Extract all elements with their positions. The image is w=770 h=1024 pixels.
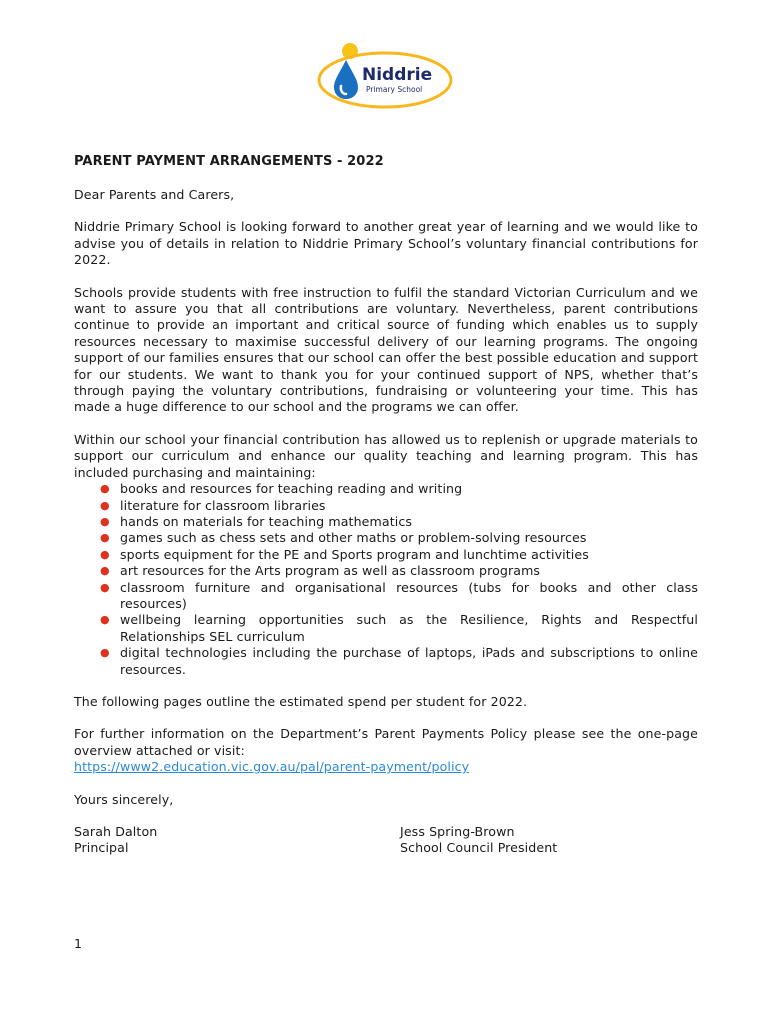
list-item: ● books and resources for teaching reading and writing [100, 481, 463, 497]
closing: Yours sincerely, [74, 791, 174, 807]
bullet-icon: ● [100, 564, 110, 578]
logo-name: Niddrie [362, 65, 433, 85]
bullet-icon: ● [100, 531, 110, 545]
list-item: ● hands on materials for teaching mathematics [100, 513, 413, 529]
bullet-icon: ● [100, 547, 110, 561]
bullet-icon: ● [100, 613, 110, 627]
list-item: ● sports equipment for the PE and Sports program and lunchtime activities [100, 546, 589, 562]
niddrie-logo [316, 42, 454, 112]
letter-body [74, 153, 698, 857]
list-item: ● art resources for the Arts program as well as classroom programs [100, 563, 541, 579]
principal-role: Principal [74, 840, 129, 856]
bullet-icon: ● [100, 646, 110, 660]
list-item: ● games such as chess sets and other maths or problem-solving resources [100, 530, 587, 546]
page-number: 1 [74, 936, 83, 951]
paragraph-estimated-spend: The following pages outline the estimated spend per student for 2022. [74, 693, 528, 709]
paragraph-policy: For further information on the Department’s Parent Payments Policy please see the one-page overview attached or visit: [74, 726, 698, 758]
president-role: School Council President [400, 840, 558, 856]
signature-block [74, 824, 698, 857]
list-item: ● digital technologies including the purchase of laptops, iPads and subscriptions to online resources. [100, 645, 698, 677]
president-name: Jess Spring-Brown [400, 824, 515, 839]
policy-link[interactable]: https://www2.education.vic.gov.au/pal/parent-payment/policy [74, 759, 470, 775]
paragraph-voluntary: Schools provide students with free instruction to fulfil the standard Victorian Curriculum and we want to assure you that all contributions are voluntary. Nevertheless, parent contributions continue to provide an important and critical source of funding which enables us to supply resources necessary to maximise successful delivery of our learning programs. The ongoing support of our families ensures that our school can offer the best possible education and support for our students. We want to thank you for your continued support of NPS, whether that’s through paying the voluntary contributions, fundraising or volunteering your time. This has made a huge difference to our school and the programs we can offer. [74, 284, 698, 415]
purchases-list [74, 481, 698, 678]
bullet-icon: ● [100, 482, 110, 496]
principal-name: Sarah Dalton [74, 824, 158, 839]
paragraph-contribution: Within our school your financial contribution has allowed us to replenish or upgrade materials to support our curriculum and enhance our quality teaching and learning program. This has included purchasing and maintaining: [74, 431, 698, 480]
bullet-icon: ● [100, 498, 110, 512]
letter-title: PARENT PAYMENT ARRANGEMENTS - 2022 [74, 154, 384, 169]
bullet-icon: ● [100, 514, 110, 528]
logo-subtitle: Primary School [366, 85, 423, 94]
list-item: ● classroom furniture and organisational resources (tubs for books and other class resources) [100, 579, 698, 611]
list-item: ● wellbeing learning opportunities such as the Resilience, Rights and Respectful Relationships SEL curriculum [100, 612, 698, 644]
paragraph-intro: Niddrie Primary School is looking forward to another great year of learning and we would like to advise you of details in relation to Niddrie Primary School’s voluntary financial contributions for 2022. [74, 219, 698, 268]
salutation: Dear Parents and Carers, [74, 187, 235, 202]
list-item: ● literature for classroom libraries [100, 497, 326, 513]
bullet-icon: ● [100, 580, 110, 594]
